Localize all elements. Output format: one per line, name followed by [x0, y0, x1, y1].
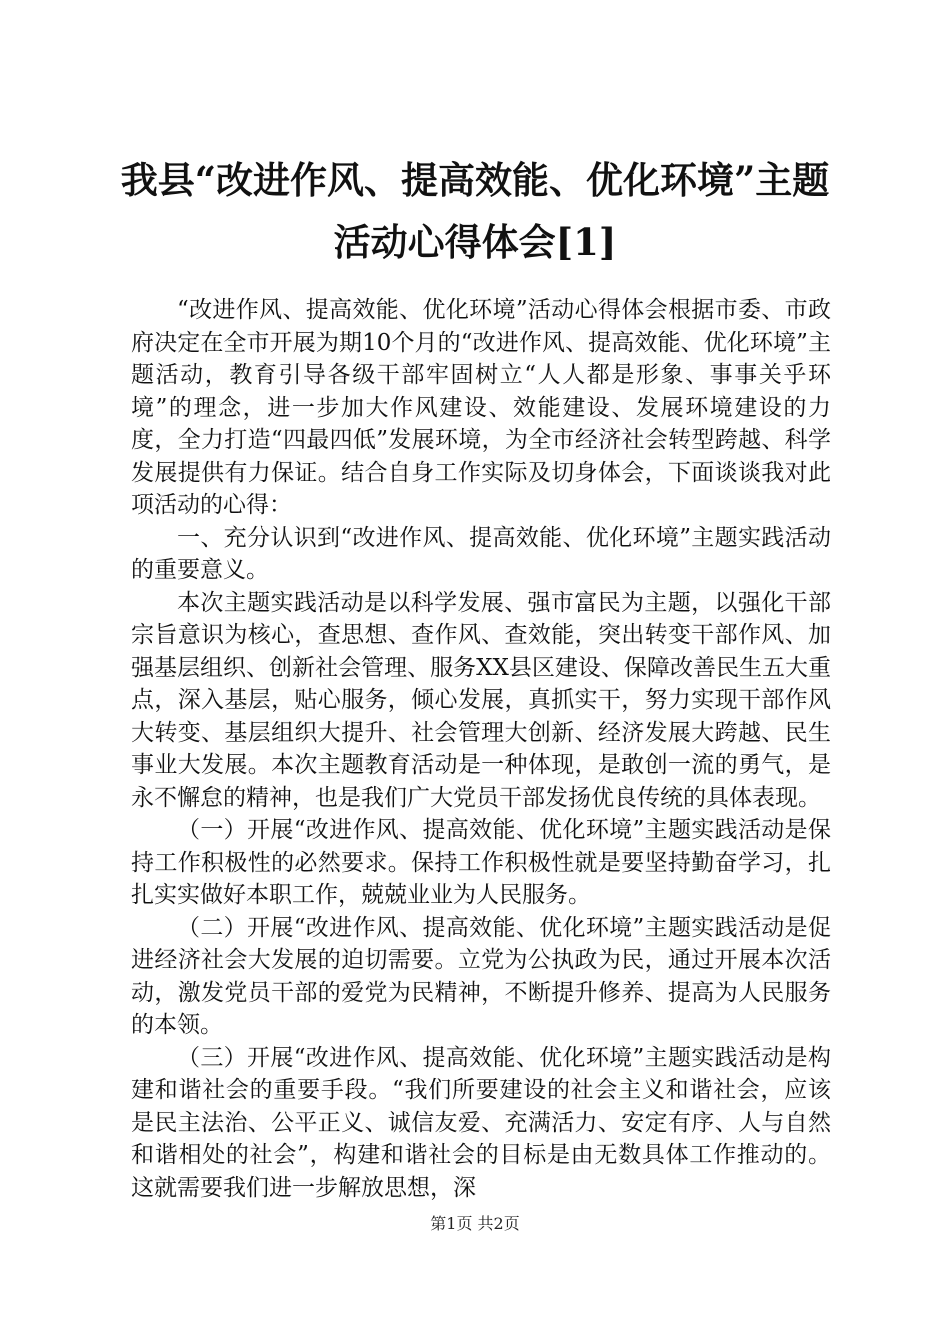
paragraph-point-1: （一）开展“改进作风、提高效能、优化环境”主题实践活动是保持工作积极性的必然要求。保持工作积极性就是要坚持勤奋学习，扎扎实实做好本职工作，兢兢业业为人民服务。 [131, 817, 831, 908]
document-title-line-1: 我县“改进作风、提高效能、优化环境”主题 [120, 158, 830, 202]
document-body [131, 294, 831, 1204]
document-title-line-2: 活动心得体会[1] [333, 220, 617, 264]
page-footer: 第1页 共2页 [430, 1214, 520, 1233]
paragraph-point-2: （二）开展“改进作风、提高效能、优化环境”主题实践活动是促进经济社会大发展的迫切需要。立党为公执政为民，通过开展本次活动，激发党员干部的爱党为民精神，不断提升修养、提高为人民服务的本领。 [131, 914, 831, 1038]
paragraph-section-1-heading: 一、充分认识到“改进作风、提高效能、优化环境”主题实践活动的重要意义。 [131, 524, 831, 583]
paragraph-point-3: （三）开展“改进作风、提高效能、优化环境”主题实践活动是构建和谐社会的重要手段。“我们所要建设的社会主义和谐社会，应该是民主法治、公平正义、诚信友爱、充满活力、安定有序、人与自然和谐相处的社会”，构建和谐社会的目标是由无数具体工作推动的。这就需要我们进一步解放思想，深 [131, 1044, 831, 1201]
paragraph-intro: “改进作风、提高效能、优化环境”活动心得体会根据市委、市政府决定在全市开展为期10个月的“改进作风、提高效能、优化环境”主题活动，教育引导各级干部牢固树立“人人都是形象、事事关乎环境”的理念，进一步加大作风建设、效能建设、发展环境建设的力度，全力打造“四最四低”发展环境，为全市经济社会转型跨越、科学发展提供有力保证。结合自身工作实际及切身体会，下面谈谈我对此项活动的心得： [131, 297, 831, 518]
paragraph-section-1-body: 本次主题实践活动是以科学发展、强市富民为主题，以强化干部宗旨意识为核心，查思想、查作风、查效能，突出转变干部作风、加强基层组织、创新社会管理、服务XX县区建设、保障改善民生五大重点，深入基层，贴心服务，倾心发展，真抓实干，努力实现干部作风大转变、基层组织大提升、社会管理大创新、经济发展大跨越、民生事业大发展。本次主题教育活动是一种体现，是敢创一流的勇气，是永不懈怠的精神，也是我们广大党员干部发扬优良传统的具体表现。 [131, 589, 831, 811]
